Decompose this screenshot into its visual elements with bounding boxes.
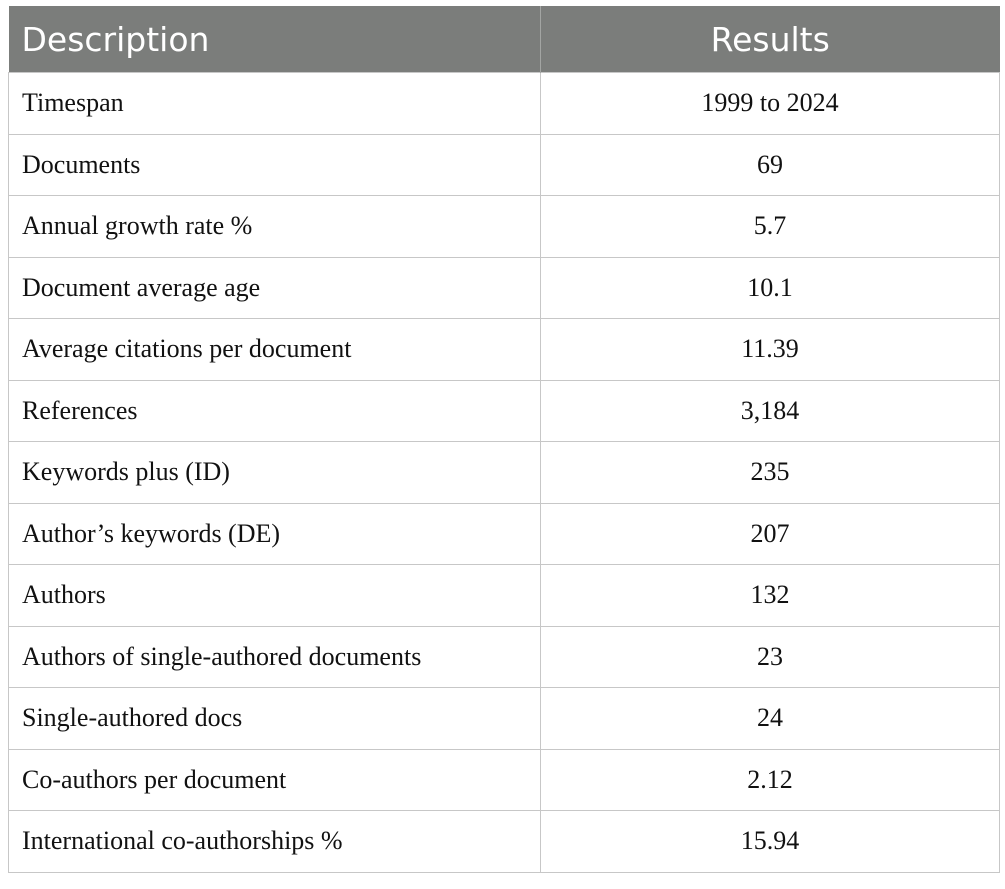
row-value: 207 [541, 503, 1000, 565]
row-value: 132 [541, 565, 1000, 627]
row-label: Documents [9, 134, 541, 196]
table-row [9, 626, 1000, 688]
table-row [9, 503, 1000, 565]
row-label: Document average age [9, 257, 541, 319]
row-label: Keywords plus (ID) [9, 442, 541, 504]
table-row [9, 749, 1000, 811]
table-body [9, 73, 1000, 873]
row-value: 23 [541, 626, 1000, 688]
row-label: Author’s keywords (DE) [9, 503, 541, 565]
summary-table [8, 6, 1000, 873]
column-header-results: Results [541, 6, 1000, 73]
table-row [9, 811, 1000, 873]
row-value: 5.7 [541, 196, 1000, 258]
row-label: Average citations per document [9, 319, 541, 381]
header-row [9, 6, 1000, 73]
row-label: Annual growth rate % [9, 196, 541, 258]
row-value: 1999 to 2024 [541, 73, 1000, 135]
row-value: 24 [541, 688, 1000, 750]
table-row [9, 442, 1000, 504]
row-value: 235 [541, 442, 1000, 504]
table-row [9, 134, 1000, 196]
table-row [9, 688, 1000, 750]
row-label: International co-authorships % [9, 811, 541, 873]
row-value: 2.12 [541, 749, 1000, 811]
table-row [9, 380, 1000, 442]
row-label: Timespan [9, 73, 541, 135]
row-value: 10.1 [541, 257, 1000, 319]
summary-table-container [8, 6, 999, 873]
table-row [9, 257, 1000, 319]
row-label: Authors of single-authored documents [9, 626, 541, 688]
column-header-description: Description [9, 6, 541, 73]
table-row [9, 319, 1000, 381]
table-row [9, 565, 1000, 627]
row-label: Co-authors per document [9, 749, 541, 811]
row-value: 69 [541, 134, 1000, 196]
table-header [9, 6, 1000, 73]
table-row [9, 73, 1000, 135]
row-label: References [9, 380, 541, 442]
table-row [9, 196, 1000, 258]
row-value: 15.94 [541, 811, 1000, 873]
row-value: 11.39 [541, 319, 1000, 381]
row-label: Authors [9, 565, 541, 627]
row-value: 3,184 [541, 380, 1000, 442]
row-label: Single-authored docs [9, 688, 541, 750]
